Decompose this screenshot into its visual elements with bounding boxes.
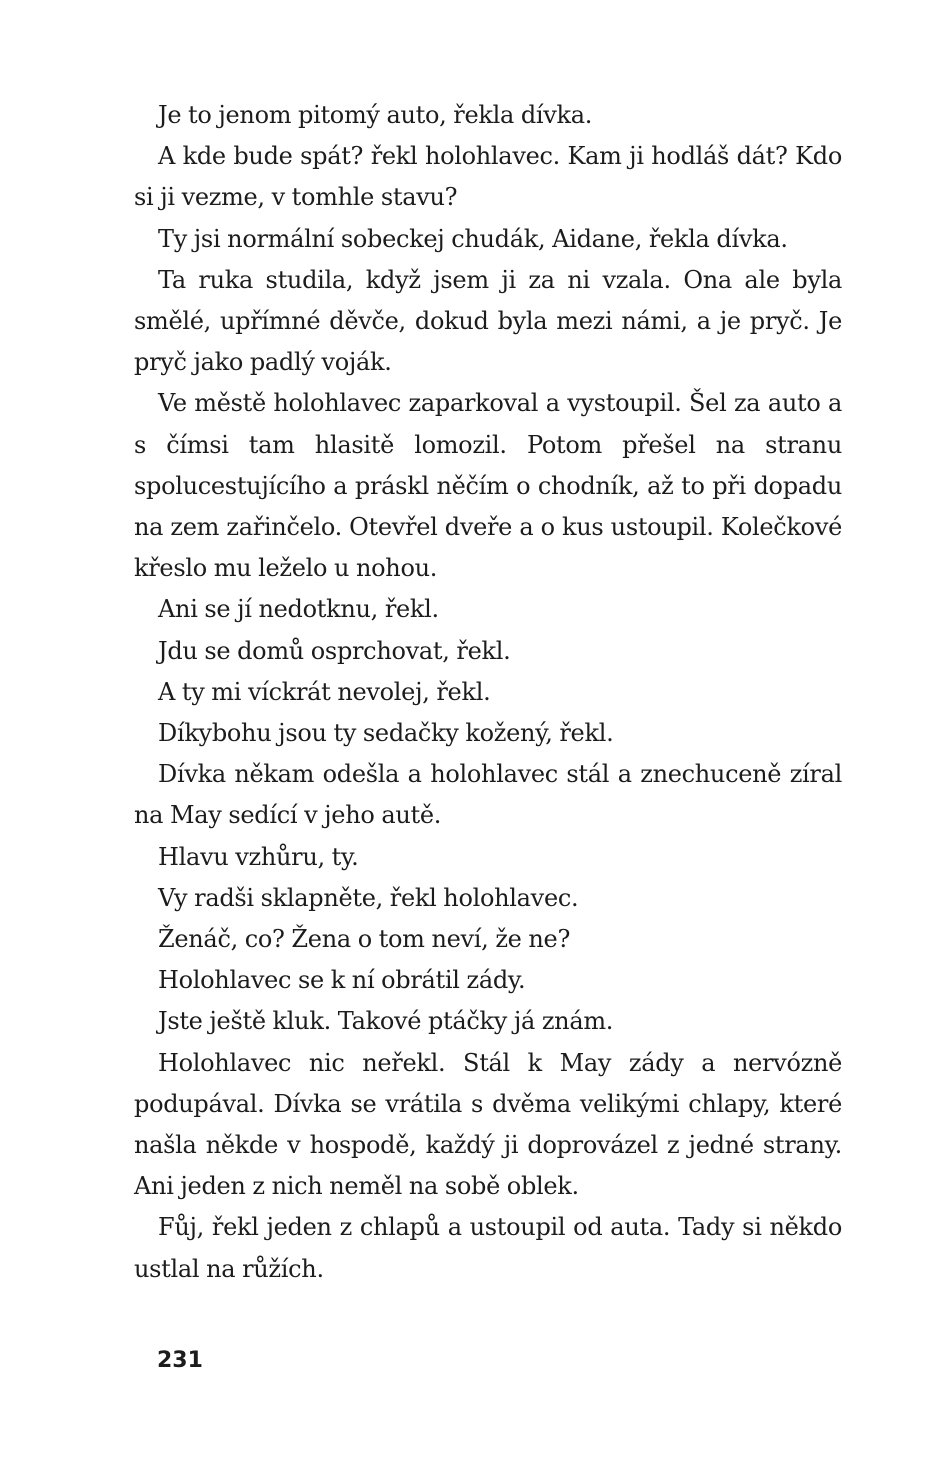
paragraph: Ženáč, co? Žena o tom neví, že ne? <box>158 925 571 954</box>
paragraph: Hlavu vzhůru, ty. <box>158 842 359 871</box>
paragraph: Ta ruka studila, když jsem ji za ni vzala. Ona ale byla smělé, upřímné děvče, dokud byla mezi námi, a je pryč. Je pryč jako padlý voják. <box>134 265 842 377</box>
page-number: 231 <box>157 1348 203 1373</box>
paragraph: Vy radši sklapněte, řekl holohlavec. <box>158 883 579 912</box>
paragraph: A kde bude spát? řekl holohlavec. Kam ji hodláš dát? Kdo si ji vezme, v tomhle stavu? <box>134 142 842 212</box>
paragraph: Ty jsi normální sobeckej chudák, Aidane, řekla dívka. <box>158 224 788 253</box>
paragraph: A ty mi víckrát nevolej, řekl. <box>158 677 491 706</box>
paragraph: Fůj, řekl jeden z chlapů a ustoupil od auta. Tady si někdo ustlal na růžích. <box>134 1213 842 1283</box>
paragraph: Holohlavec nic neřekl. Stál k May zády a nervózně podupával. Dívka se vrátila s dvěma velikými chlapy, které našla někde v hospodě, každý ji doprovázel z jedné strany. Ani jeden z nich neměl na sobě oblek. <box>134 1048 842 1201</box>
paragraph: Dívka někam odešla a holohlavec stál a znechuceně zíral na May sedící v jeho autě. <box>134 760 842 830</box>
paragraph: Ani se jí nedotknu, řekl. <box>158 595 439 624</box>
paragraph: Holohlavec se k ní obrátil zády. <box>158 966 526 995</box>
paragraph: Ve městě holohlavec zaparkoval a vystoupil. Šel za auto a s čímsi tam hlasitě lomozil. Potom přešel na stranu spolucestujícího a práskl něčím o chodník, až to při dopadu na zem zařinčelo. Otevřel dveře a o kus ustoupil. Kolečkové křeslo mu leželo u nohou. <box>134 389 842 583</box>
body-text <box>134 95 842 1290</box>
paragraph: Jste ještě kluk. Takové ptáčky já znám. <box>158 1007 614 1036</box>
paragraph: Díkybohu jsou ty sedačky kožený, řekl. <box>158 719 614 748</box>
paragraph: Jdu se domů osprchovat, řekl. <box>158 636 511 665</box>
paragraph: Je to jenom pitomý auto, řekla dívka. <box>158 101 593 129</box>
